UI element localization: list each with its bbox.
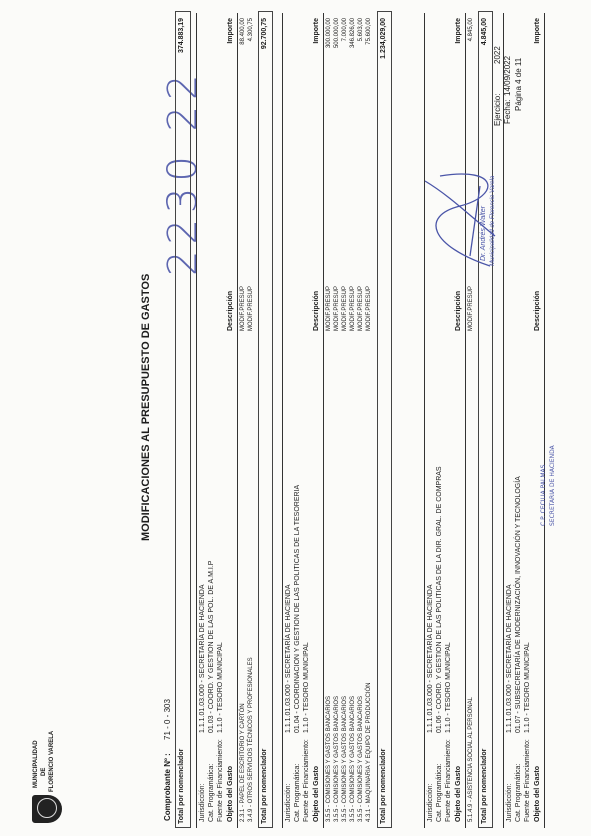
table-row-importe: 75.600,00 — [366, 18, 372, 45]
table-row-objeto: 3.5.5 - COMISIONES Y GASTOS BANCARIOS — [350, 695, 356, 822]
stamp-number: 2230 22 — [160, 68, 206, 276]
prev-total-value: 374.883,19 — [178, 18, 185, 54]
jurisdiccion-label: Jurisdicción: — [199, 783, 206, 822]
descripcion-header: Descripción — [227, 290, 234, 331]
objeto-header: Objeto del Gasto — [534, 765, 541, 822]
table-row-objeto: 3.4.9 - OTROS SERVICIOS TÉCNICOS Y PROFESIONALES — [248, 657, 254, 822]
fecha-value: 14/09/2022 — [503, 55, 512, 96]
table-row-desc: MODIF.PRESUP — [248, 285, 254, 331]
stamp-name: C.P. CECILIA PALMAS — [540, 464, 547, 526]
municipal-logo — [32, 795, 62, 823]
cat-programatica-value: 01.06 - COORD. Y GESTION DE LAS POLITICAS DE LA DIR. GRAL. DE COMPRAS — [436, 466, 443, 733]
org-name-line1: MUNICIPALIDAD — [33, 740, 39, 788]
signature-name: Dr. Andrés Walter — [480, 206, 487, 261]
descripcion-header: Descripción — [313, 290, 320, 331]
jurisdiccion-value: 1.1.1.01.03.000 - SECRETARÍA DE HACIENDA — [199, 584, 206, 733]
section-total-label: Total por nomenclador — [380, 748, 387, 824]
fecha-label: Fecha: — [503, 99, 512, 124]
signature-title: Municipalidad de Florencio Varela — [490, 175, 496, 266]
jurisdiccion-label: Jurisdicción: — [427, 783, 434, 822]
cat-programatica-value: 01.03 - COORD. Y GESTION DE LAS POL. DE A.M.I.P — [208, 560, 215, 733]
org-name-line2: DE — [41, 767, 47, 776]
fuente-value: 1.1.0 - TESORO MUNICIPAL — [445, 642, 452, 733]
importe-header: Importe — [534, 18, 541, 44]
comprobante-value: 71 - 0 - 303 — [163, 699, 172, 740]
table-row-importe: 500.000,00 — [334, 18, 340, 49]
table-row-importe: 346.826,00 — [350, 18, 356, 49]
table-row-importe: 4.300,75 — [248, 18, 254, 42]
table-row-desc: MODIF.PRESUP — [358, 285, 364, 331]
table-row-objeto: 5.1.4.9 - ASISTENCIA SOCIAL AL PERSONAL — [468, 697, 474, 822]
section-total-value: 92.700,75 — [261, 18, 268, 50]
cat-programatica-value: 01.04 - COORDINACION Y GESTION DE LAS POLITICAS DE LA TESORERIA — [294, 484, 301, 733]
table-row-objeto: 3.5.5 - COMISIONES Y GASTOS BANCARIOS — [358, 695, 364, 822]
section-total-label: Total por nomenclador — [481, 748, 488, 824]
cat-programatica-label: Cat. Programática: — [515, 763, 522, 822]
objeto-header: Objeto del Gasto — [455, 765, 462, 822]
table-row-desc: MODIF.PRESUP — [366, 285, 372, 331]
table-row-desc: MODIF.PRESUP — [350, 285, 356, 331]
org-name-line3: FLORENCIO VARELA — [49, 730, 55, 792]
page-title: MODIFICACIONES AL PRESUPUESTO DE GASTOS — [140, 273, 152, 541]
importe-header: Importe — [313, 18, 320, 44]
section-total-label: Total por nomenclador — [261, 748, 268, 824]
table-row-objeto: 3.5.5 - COMISIONES Y GASTOS BANCARIOS — [326, 695, 332, 822]
importe-header: Importe — [455, 18, 462, 44]
section-total-value: 4.845,00 — [481, 18, 488, 46]
ejercicio-label: Ejercicio: — [493, 93, 502, 126]
table-row-importe: 4.845,00 — [468, 18, 474, 42]
table-row-objeto: 3.5.5 - COMISIONES Y GASTOS BANCARIOS — [342, 695, 348, 822]
fuente-label: Fuente de Financiamiento: — [303, 739, 310, 822]
cat-programatica-label: Cat. Programática: — [294, 763, 301, 822]
table-row-desc: MODIF.PRESUP — [342, 285, 348, 331]
prev-total-label: Total por nomenclador — [178, 748, 185, 824]
table-row-desc: MODIF.PRESUP — [468, 285, 474, 331]
table-row-importe: 300.000,00 — [326, 18, 332, 49]
table-row-desc: MODIF.PRESUP — [334, 285, 340, 331]
jurisdiccion-label: Jurisdicción: — [285, 783, 292, 822]
table-row-importe: 7.000,00 — [342, 18, 348, 42]
table-row-objeto: 2.3.1 - PAPEL DE ESCRITORIO Y CARTÓN — [240, 703, 246, 822]
fuente-value: 1.1.0 - TESORO MUNICIPAL — [217, 642, 224, 733]
cat-programatica-label: Cat. Programática: — [436, 763, 443, 822]
fuente-value: 1.1.0 - TESORO MUNICIPAL — [303, 642, 310, 733]
section-total-value: 1.234,029,00 — [380, 18, 387, 59]
jurisdiccion-value: 1.1.1.01.03.000 - SECRETARÍA DE HACIENDA — [427, 584, 434, 733]
cat-programatica-label: Cat. Programática: — [208, 763, 215, 822]
descripcion-header: Descripción — [455, 290, 462, 331]
table-row-objeto: 4.3.1 - MAQUINARIA Y EQUIPO DE PRODUCCIÓN — [366, 682, 372, 822]
importe-header: Importe — [227, 18, 234, 44]
table-row-importe: 88.400,00 — [240, 18, 246, 45]
fuente-label: Fuente de Financiamiento: — [524, 739, 531, 822]
comprobante-label: Comprobante Nº : — [163, 753, 172, 821]
fuente-value: 1.1.0 - TESORO MUNICIPAL — [524, 642, 531, 733]
table-row-objeto: 3.5.5 - COMISIONES Y GASTOS BANCARIOS — [334, 695, 340, 822]
ejercicio-value: 2022 — [493, 46, 502, 64]
table-row-desc: MODIF.PRESUP — [326, 285, 332, 331]
table-row-importe: 5.603,00 — [358, 18, 364, 42]
jurisdiccion-label: Jurisdicción: — [506, 783, 513, 822]
jurisdiccion-value: 1.1.1.01.03.000 - SECRETARÍA DE HACIENDA — [285, 584, 292, 733]
descripcion-header: Descripción — [534, 290, 541, 331]
page-number: Página 4 de 11 — [514, 57, 523, 111]
jurisdiccion-value: 1.1.1.01.03.000 - SECRETARÍA DE HACIENDA — [506, 584, 513, 733]
objeto-header: Objeto del Gasto — [313, 765, 320, 822]
table-row-desc: MODIF.PRESUP — [240, 285, 246, 331]
fuente-label: Fuente de Financiamiento: — [445, 739, 452, 822]
stamp-office: SECRETARIA DE HACIENDA — [549, 445, 556, 526]
fuente-label: Fuente de Financiamiento: — [217, 739, 224, 822]
cat-programatica-value: 01.07 - SUBSECRETARÍA DE MODERNIZACIÓN, INNOVACIÓN Y TECNOLOGÍA — [515, 476, 522, 733]
objeto-header: Objeto del Gasto — [227, 765, 234, 822]
